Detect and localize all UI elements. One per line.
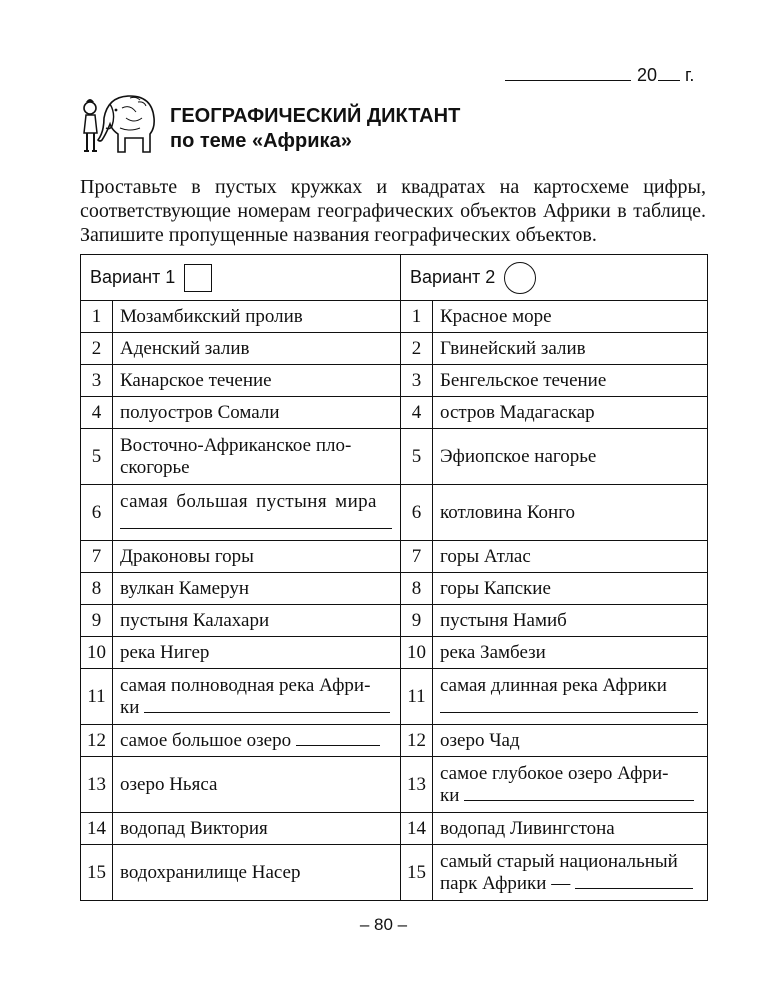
row-number: 1: [81, 301, 113, 333]
table-row: [81, 333, 708, 365]
variant-2-object: котловина Конго: [433, 485, 708, 541]
page-number: – 80 –: [359, 915, 408, 934]
row-number: 9: [401, 605, 433, 637]
row-number: 1: [401, 301, 433, 333]
table-row: [81, 541, 708, 573]
variant-2-object: река Замбези: [433, 637, 708, 669]
variant-1-object: пустыня Калахари: [113, 605, 401, 637]
dictation-table: [80, 254, 708, 901]
variant-2-object: озеро Чад: [433, 725, 708, 757]
row-number: 13: [81, 757, 113, 813]
table-row: [81, 397, 708, 429]
title-line-2: по теме «Африка»: [170, 130, 352, 152]
row-number: 7: [81, 541, 113, 573]
table-row: [81, 605, 708, 637]
variant-1-object-line-1: самая большая пустыня мира: [120, 490, 377, 512]
row-number: 6: [81, 485, 113, 541]
row-number: 11: [401, 669, 433, 725]
row-number: 8: [81, 573, 113, 605]
table-row: [81, 485, 708, 541]
object-text: парк Африки —: [440, 872, 571, 894]
variant-1-label: Вариант 1: [90, 266, 176, 287]
variant-2-header: [401, 255, 708, 301]
variant-2-object: остров Мадагаскар: [433, 397, 708, 429]
variant-2-object: водопад Ливингстона: [433, 813, 708, 845]
table-row: [81, 365, 708, 397]
variant-1-object: полуостров Сомали: [113, 397, 401, 429]
variant-2-object: горы Капские: [433, 573, 708, 605]
variant-1-object-line-1: Восточно-Африканское пло-: [120, 434, 352, 456]
row-number: 15: [81, 845, 113, 901]
row-number: 15: [401, 845, 433, 901]
variant-1-square-marker: [184, 264, 212, 292]
table-row: [81, 669, 708, 725]
table-row: [81, 725, 708, 757]
variant-1-object: водохранилище Насер: [113, 845, 401, 901]
page-title: [170, 104, 460, 154]
row-number: 3: [81, 365, 113, 397]
row-number: 4: [401, 397, 433, 429]
variant-1-object: вулкан Камерун: [113, 573, 401, 605]
answer-blank[interactable]: [440, 698, 698, 713]
object-text: самое большое озеро: [120, 729, 292, 751]
table-row: [81, 845, 708, 901]
variant-1-object: [113, 725, 401, 757]
row-number: 13: [401, 757, 433, 813]
variant-1-object: Драконовы горы: [113, 541, 401, 573]
variant-2-circle-marker: [504, 262, 536, 294]
row-number: 4: [81, 397, 113, 429]
row-number: 12: [81, 725, 113, 757]
date-blank: [505, 64, 631, 81]
row-number: 11: [81, 669, 113, 725]
variant-2-object: [433, 669, 708, 725]
table-row: [81, 301, 708, 333]
variant-2-object: Бенгельское течение: [433, 365, 708, 397]
row-number: 5: [81, 429, 113, 485]
variant-1-header: [81, 255, 401, 301]
object-text: ки: [440, 784, 460, 806]
answer-blank[interactable]: [120, 514, 392, 529]
date-line: [505, 64, 694, 86]
variant-1-object: водопад Виктория: [113, 813, 401, 845]
variant-1-object: Аденский залив: [113, 333, 401, 365]
table-row: [81, 637, 708, 669]
variant-1-object: озеро Ньяса: [113, 757, 401, 813]
row-number: 8: [401, 573, 433, 605]
row-number: 12: [401, 725, 433, 757]
variant-2-object: Гвинейский залив: [433, 333, 708, 365]
variant-2-object-line-1: самая длинная река Африки: [440, 674, 667, 696]
variant-2-object: [433, 757, 708, 813]
variant-2-object-line-1: самое глубокое озеро Афри-: [440, 762, 669, 784]
table-row: [81, 573, 708, 605]
variant-1-object: [113, 669, 401, 725]
variant-2-object: горы Атлас: [433, 541, 708, 573]
variant-2-object-line-2: [440, 785, 700, 807]
variant-2-object-line-1: самый старый национальный: [440, 850, 678, 872]
answer-blank[interactable]: [296, 731, 380, 746]
row-number: 7: [401, 541, 433, 573]
object-text: ки: [120, 696, 140, 718]
variant-1-object-line-2: скогорье: [120, 456, 190, 478]
variant-2-object: [433, 845, 708, 901]
variant-1-object: [113, 429, 401, 485]
row-number: 2: [401, 333, 433, 365]
variant-2-object: Эфиопское нагорье: [433, 429, 708, 485]
answer-blank[interactable]: [144, 698, 390, 713]
variant-1-object: [113, 485, 401, 541]
row-number: 2: [81, 333, 113, 365]
variant-header-row: [81, 255, 708, 301]
variant-1-object: Канарское течение: [113, 365, 401, 397]
answer-blank[interactable]: [464, 786, 694, 801]
row-number: 10: [401, 637, 433, 669]
row-number: 6: [401, 485, 433, 541]
table-row: [81, 429, 708, 485]
variant-1-object-line-1: самая полноводная река Афри-: [120, 674, 371, 696]
variant-1-object-line-2: [120, 697, 393, 719]
year-suffix: г.: [685, 65, 695, 85]
table-row: [81, 757, 708, 813]
year-blank: [658, 64, 680, 81]
variant-2-label: Вариант 2: [410, 266, 496, 287]
row-number: 5: [401, 429, 433, 485]
variant-1-object: Мозамбикский пролив: [113, 301, 401, 333]
table-row: [81, 813, 708, 845]
year-prefix: 20: [637, 65, 658, 85]
variant-2-object-line-2: [440, 873, 700, 895]
row-number: 14: [81, 813, 113, 845]
variant-2-object: пустыня Намиб: [433, 605, 708, 637]
row-number: 10: [81, 637, 113, 669]
row-number: 14: [401, 813, 433, 845]
title-line-1: ГЕОГРАФИЧЕСКИЙ ДИКТАНТ: [170, 105, 461, 127]
instructions: Проставьте в пустых кружках и квадратах на картосхеме цифры, соответствующие номерам географических объектов Африки в таблице. Запишите пропущенные названия географических объектов.: [80, 176, 706, 246]
variant-1-object: река Нигер: [113, 637, 401, 669]
answer-blank[interactable]: [575, 874, 693, 889]
row-number: 9: [81, 605, 113, 637]
variant-2-object: Красное море: [433, 301, 708, 333]
row-number: 3: [401, 365, 433, 397]
elephant-boy-logo-icon: [80, 88, 158, 158]
